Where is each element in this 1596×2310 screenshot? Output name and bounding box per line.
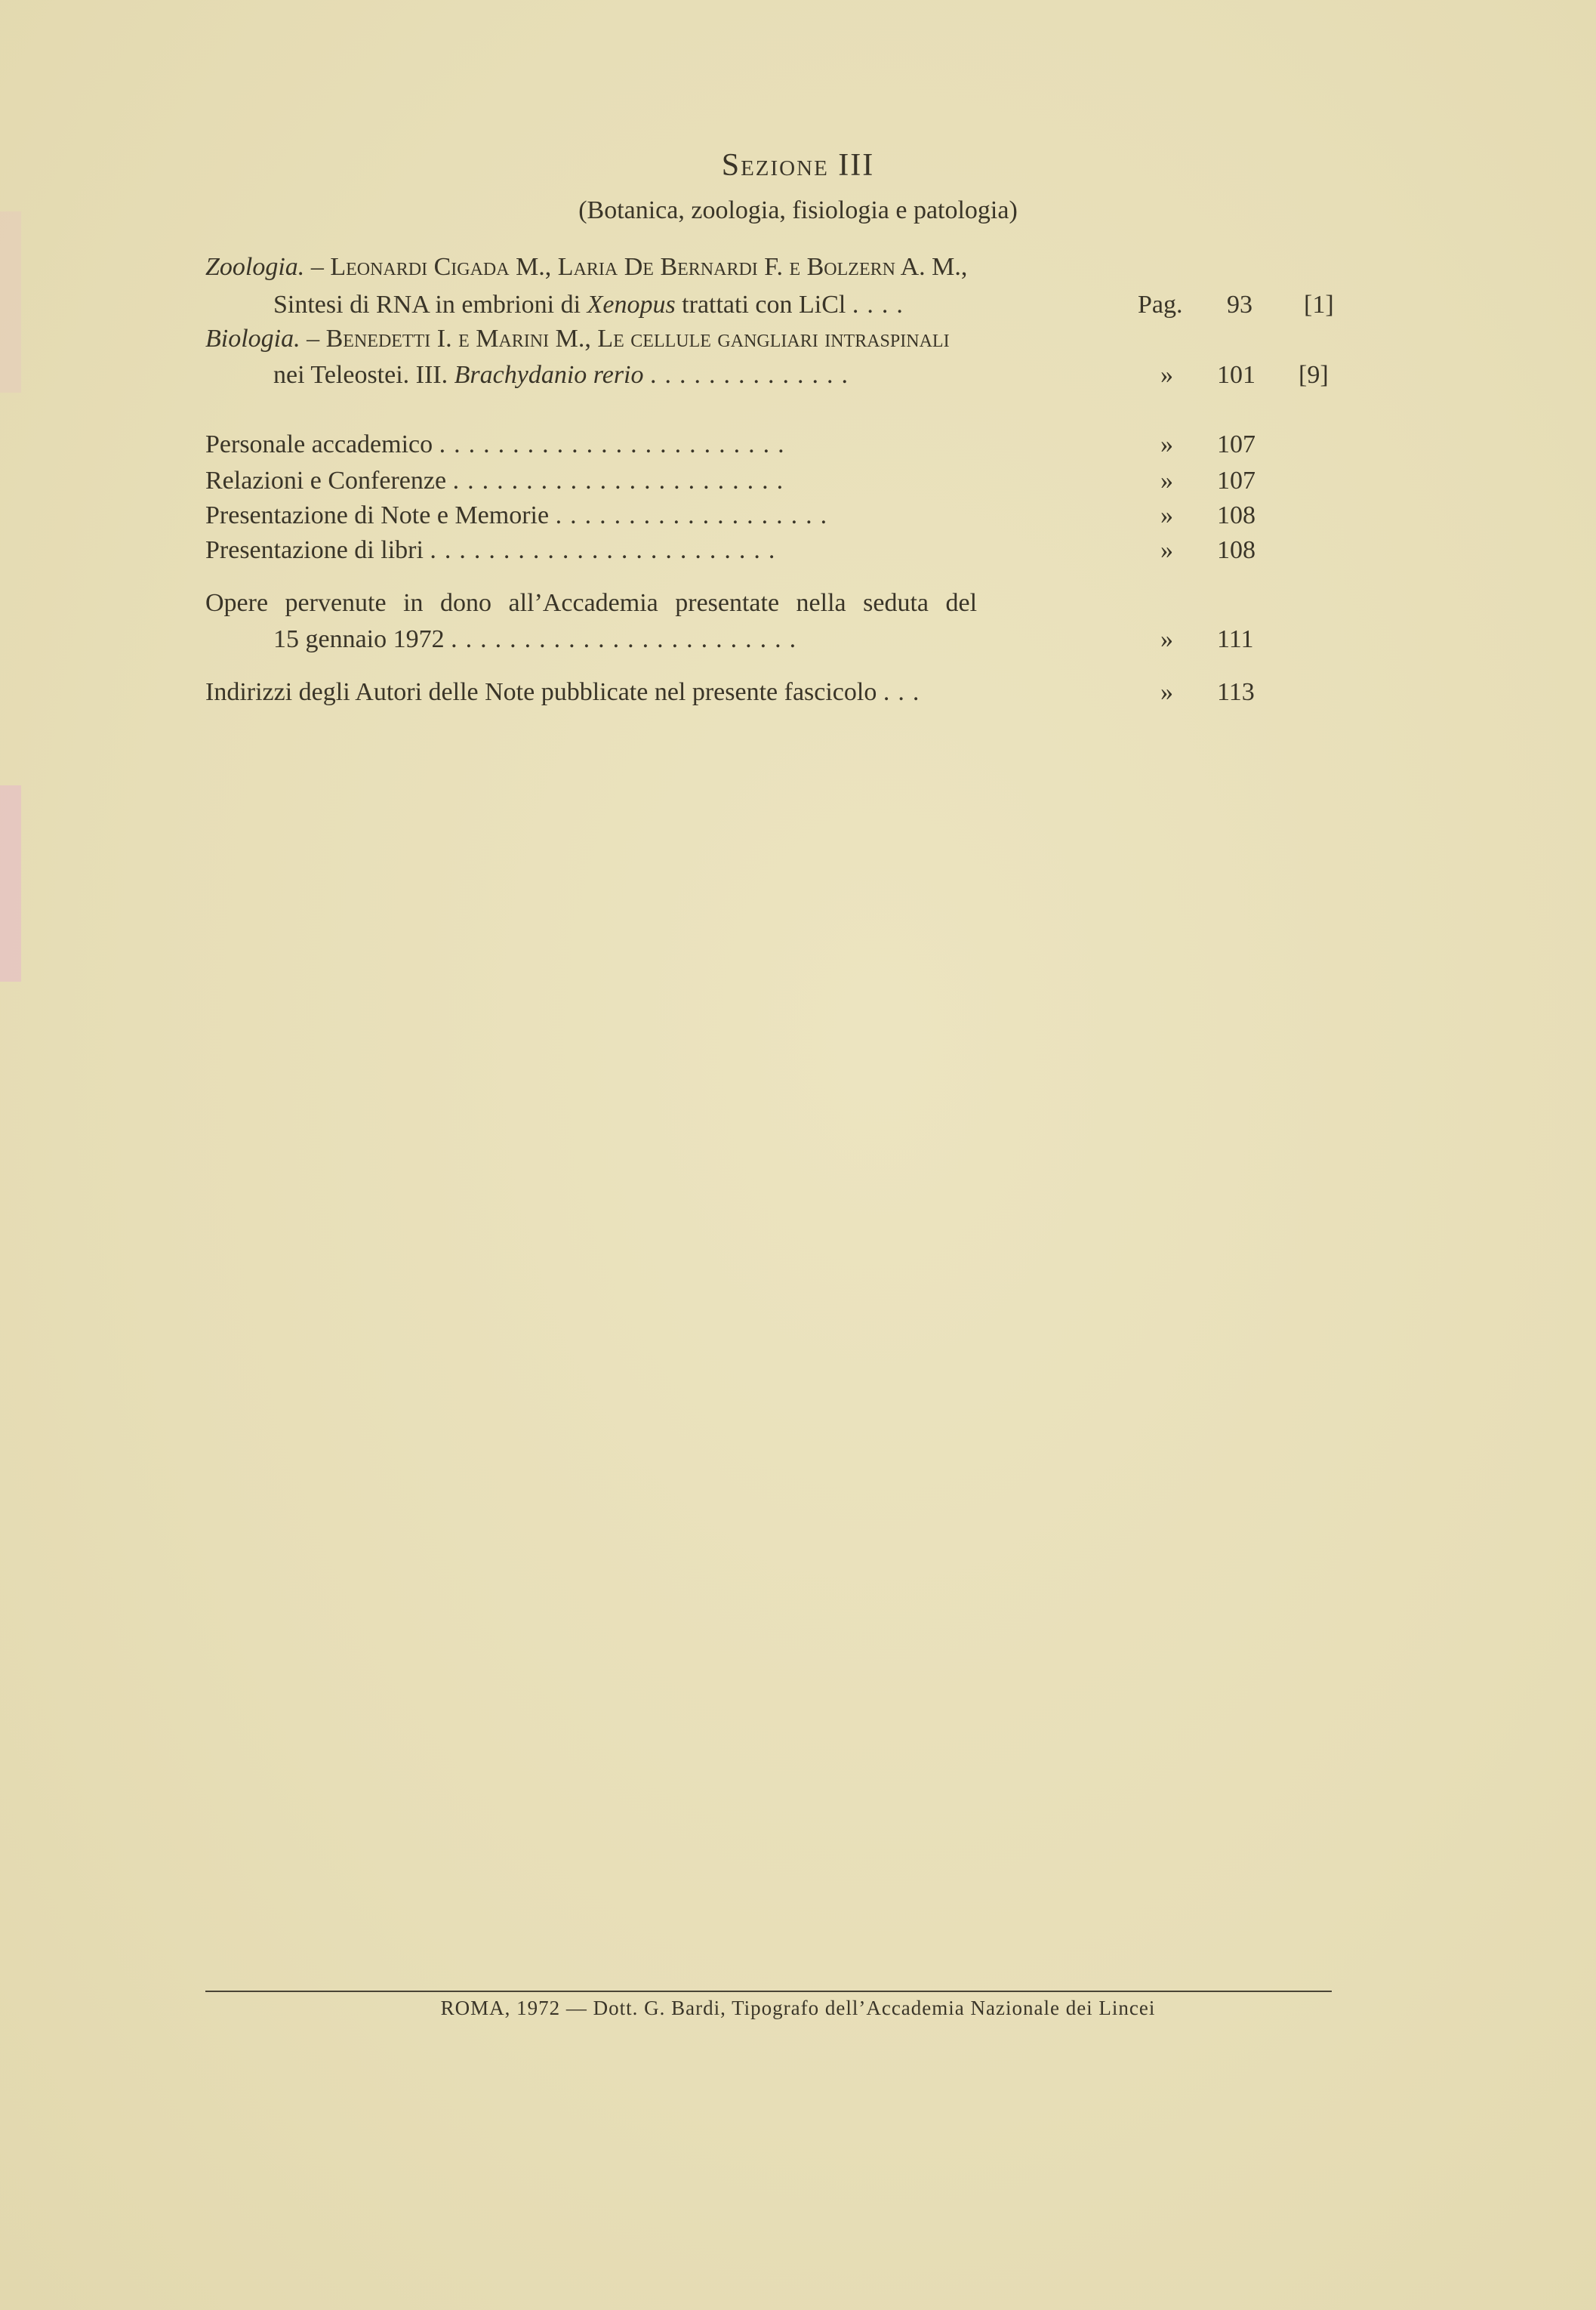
toc-item-ref: » <box>1160 536 1173 564</box>
toc-item-opere-line1: Opere pervenute in dono all’Accademia presentate nella seduta del <box>205 589 978 617</box>
entry-biologia-title <box>273 361 856 390</box>
toc-item-label: Presentazione di libri <box>205 536 424 564</box>
leader-dots: ........................ <box>430 536 784 564</box>
toc-item-page: 107 <box>1217 467 1256 495</box>
toc-item-indirizzi <box>205 678 927 707</box>
section-subtitle: (Botanica, zoologia, fisiologia e patologia) <box>578 196 1018 224</box>
entry-page: 101 <box>1217 361 1256 389</box>
entry-category: Biologia. <box>205 325 300 353</box>
entry-category: Zoologia. <box>205 253 305 281</box>
leader-dots: ........................ <box>439 430 793 458</box>
leader-dots: ................... <box>555 501 836 529</box>
footer-rule <box>205 1991 1332 1992</box>
entry-title-italic: Xenopus <box>587 291 676 319</box>
toc-item-presentazione-libri <box>205 536 783 565</box>
entry-page: 93 <box>1227 291 1252 319</box>
toc-item-label: Presentazione di Note e Memorie <box>205 501 550 529</box>
toc-item-ref: » <box>1160 678 1173 706</box>
toc-item-ref: » <box>1160 430 1173 458</box>
entry-title: nei Teleostei. III. <box>273 361 448 389</box>
entry-ref: Pag. <box>1138 291 1183 319</box>
entry-title-end: trattati con LiCl <box>682 291 846 319</box>
toc-item-personale <box>205 430 793 459</box>
toc-item-page: 108 <box>1217 536 1256 564</box>
toc-item-ref: » <box>1160 467 1173 495</box>
toc-item-page: 111 <box>1217 625 1254 653</box>
toc-item-presentazione-note <box>205 501 835 530</box>
toc-item-page: 113 <box>1217 678 1255 706</box>
section-title: Sezione III <box>721 148 875 183</box>
printer-imprint: ROMA, 1972 — Dott. G. Bardi, Tipografo dell’Accademia Nazionale dei Lincei <box>440 1997 1156 2019</box>
entry-title-italic: Brachydanio rerio <box>454 361 644 389</box>
leader-dots: .............. <box>650 361 857 389</box>
toc-item-opere-line2 <box>273 625 804 654</box>
page-edge-stain <box>0 211 21 393</box>
leader-dots: ... <box>883 678 928 706</box>
toc-item-ref: » <box>1160 625 1173 653</box>
toc-item-label: Personale accademico <box>205 430 433 458</box>
entry-zoologia-authors: Zoologia. – Leonardi Cigada M., Laria De Bernardi F. e Bolzern A. M., <box>205 253 968 281</box>
entry-authors: Benedetti I. e Marini M., Le cellule gangliari intraspinali <box>325 325 950 353</box>
entry-ref: » <box>1160 361 1173 389</box>
toc-item-page: 107 <box>1217 430 1256 458</box>
toc-item-page: 108 <box>1217 501 1256 529</box>
toc-item-label: Indirizzi degli Autori delle Note pubblicate nel presente fascicolo <box>205 678 877 706</box>
leader-dots: .... <box>852 291 911 319</box>
toc-item-relazioni <box>205 467 791 495</box>
toc-item-label: 15 gennaio 1972 <box>273 625 445 653</box>
leader-dots: ........................ <box>451 625 805 653</box>
entry-authors: Leonardi Cigada M., Laria De Bernardi F. e Bolzern A. M., <box>330 253 968 281</box>
leader-dots: ....................... <box>452 467 792 495</box>
toc-item-ref: » <box>1160 501 1173 529</box>
entry-zoologia-title <box>273 291 911 319</box>
entry-bracket: [9] <box>1299 361 1329 389</box>
page-edge-stain <box>0 785 21 982</box>
entry-title: Sintesi di RNA in embrioni di <box>273 291 581 319</box>
toc-item-label: Relazioni e Conferenze <box>205 467 447 495</box>
entry-bracket: [1] <box>1304 291 1334 319</box>
entry-biologia-authors: Biologia. – Benedetti I. e Marini M., Le cellule gangliari intraspinali <box>205 325 950 353</box>
